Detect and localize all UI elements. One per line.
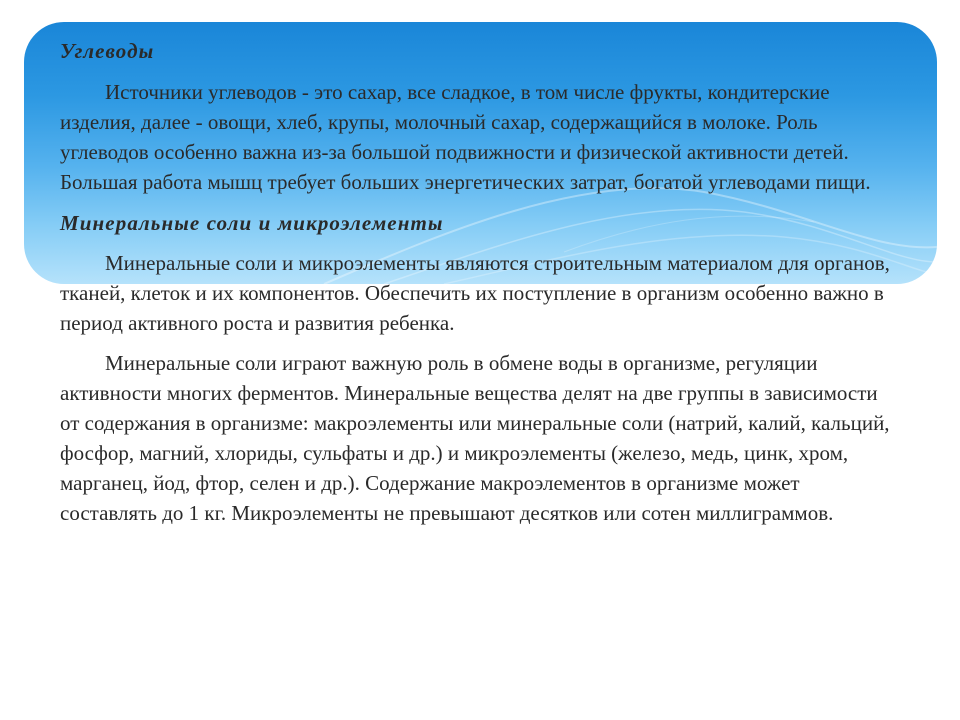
section-heading-carbohydrates: Углеводы bbox=[60, 39, 155, 63]
section-heading-minerals: Минеральные соли и микроэлементы bbox=[60, 211, 444, 235]
paragraph-carbohydrates: Источники углеводов - это сахар, все сладкое, в том числе фрукты, кондитерские изделия, далее - овощи, хлеб, крупы, молочный сахар, содержащийся в молоке. Роль углеводов особенно важна из-за большой подвижности и физической активности детей. Большая работа мышц требует больших энергетических затрат, богатой углеводами пищи. bbox=[60, 80, 871, 194]
paragraph-minerals-2: Минеральные соли играют важную роль в обмене воды в организме, регуляции активности многих ферментов. Минеральные вещества делят на две группы в зависимости от содержания в организме: макроэлементы или минеральные соли (натрий, калий, кальций, фосфор, магний, хлориды, сульфаты и др.) и микроэлементы (железо, медь, цинк, хром, марганец, йод, фтор, селен и др.). Содержание макроэлементов в организме может составлять до 1 кг. Микроэлементы не превышают десятков или сотен миллиграммов. bbox=[60, 351, 890, 525]
paragraph-minerals-1: Минеральные соли и микроэлементы являются строительным материалом для органов, тканей, клеток и их компонентов. Обеспечить их поступление в организм особенно важно в период активного роста и развития ребенка. bbox=[60, 251, 890, 335]
document-body bbox=[60, 36, 900, 528]
